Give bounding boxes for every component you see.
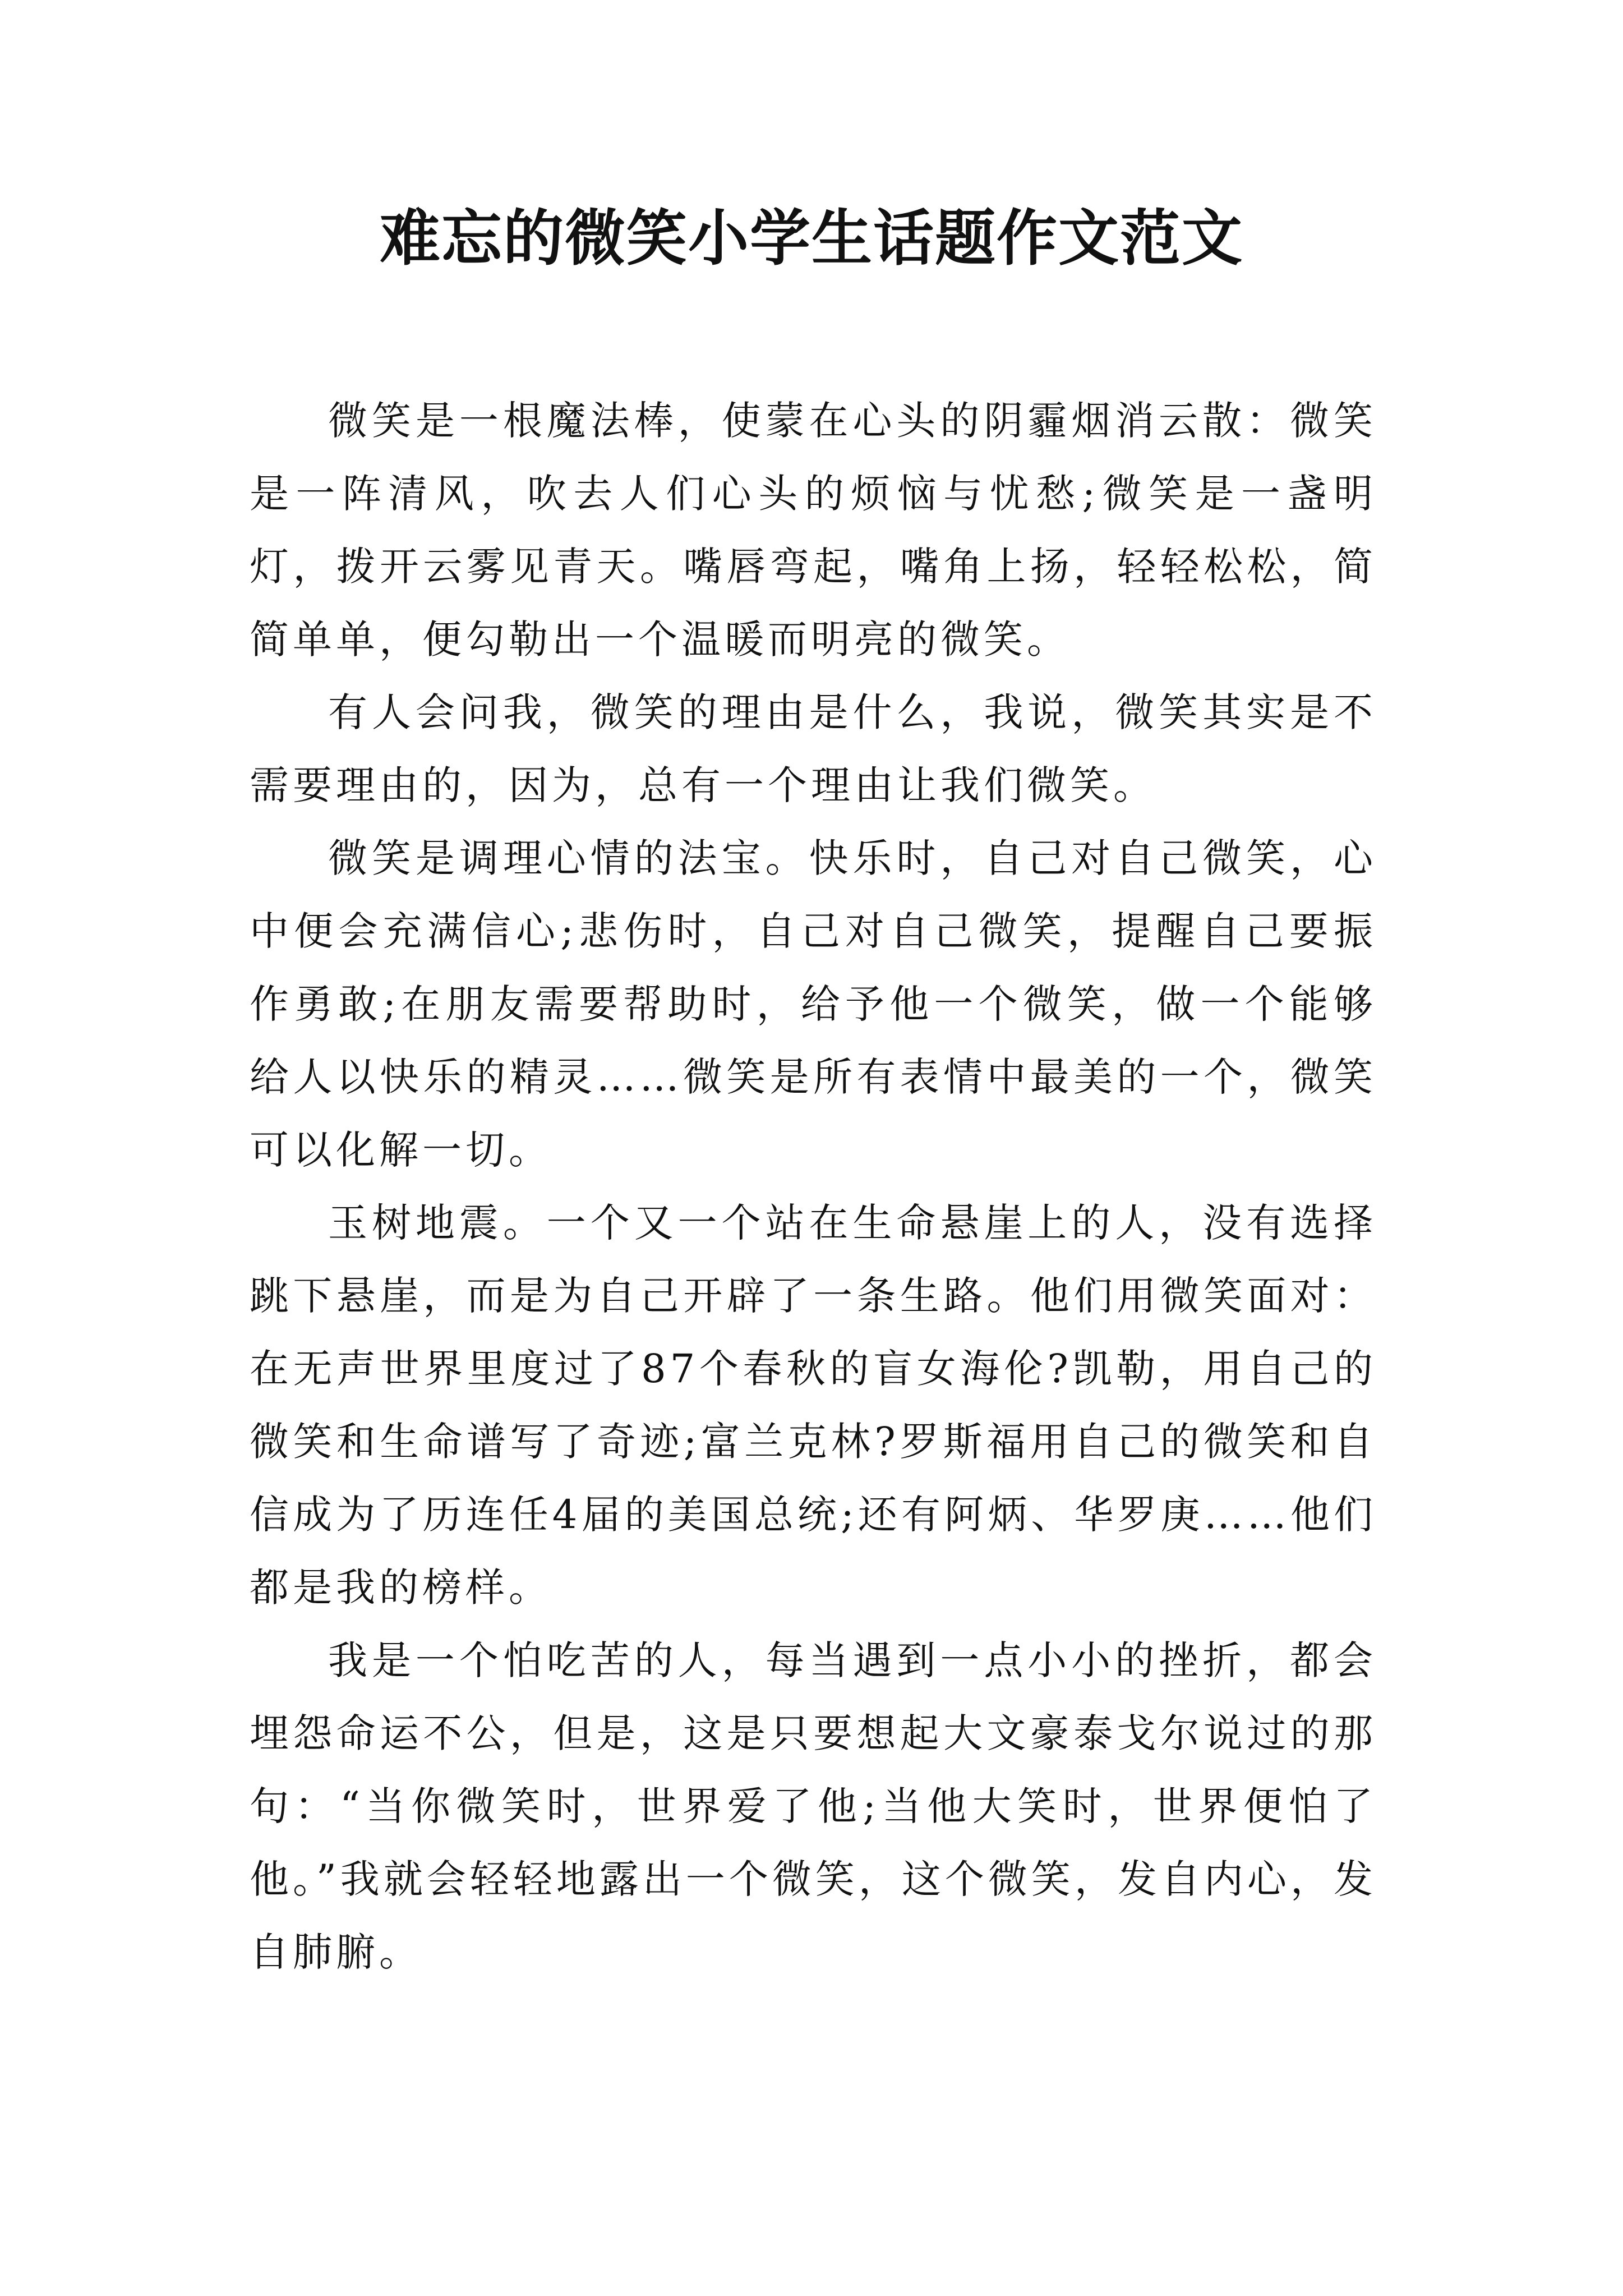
paragraph-4: 玉树地震。一个又一个站在生命悬崖上的人，没有选择跳下悬崖，而是为自己开辟了一条生路。他们用微笑面对：在无声世界里度过了87个春秋的盲女海伦?凯勒，用自己的微笑和生命谱写了奇迹;富兰克林?罗斯福用自己的微笑和自信成为了历连任4届的美国总统;还有阿炳、华罗庚……他们都是我的榜样。 (250, 1200, 1377, 1611)
paragraph-3: 微笑是调理心情的法宝。快乐时，自己对自己微笑，心中便会充满信心;悲伤时，自己对自己微笑，提醒自己要振作勇敢;在朋友需要帮助时，给予他一个微笑，做一个能够给人以快乐的精灵……微笑是所有表情中最美的一个，微笑可以化解一切。 (250, 835, 1377, 1173)
paragraph-5: 我是一个怕吃苦的人，每当遇到一点小小的挫折，都会埋怨命运不公，但是，这是只要想起大文豪泰戈尔说过的那句：“当你微笑时，世界爱了他;当他大笑时，世界便怕了他。”我就会轻轻地露出一个微笑，这个微笑，发自内心，发自肺腑。 (250, 1637, 1377, 1975)
paragraph-1: 微笑是一根魔法棒，使蒙在心头的阴霾烟消云散：微笑是一阵清风，吹去人们心头的烦恼与忧愁;微笑是一盏明灯，拨开云雾见青天。嘴唇弯起，嘴角上扬，轻轻松松，简简单单，便勾勒出一个温暖而明亮的微笑。 (250, 398, 1377, 662)
document-title: 难忘的微笑小学生话题作文范文 (379, 203, 1243, 274)
document-body (250, 384, 1377, 1989)
paragraph-2: 有人会问我，微笑的理由是什么，我说，微笑其实是不需要理由的，因为，总有一个理由让我们微笑。 (250, 689, 1377, 808)
